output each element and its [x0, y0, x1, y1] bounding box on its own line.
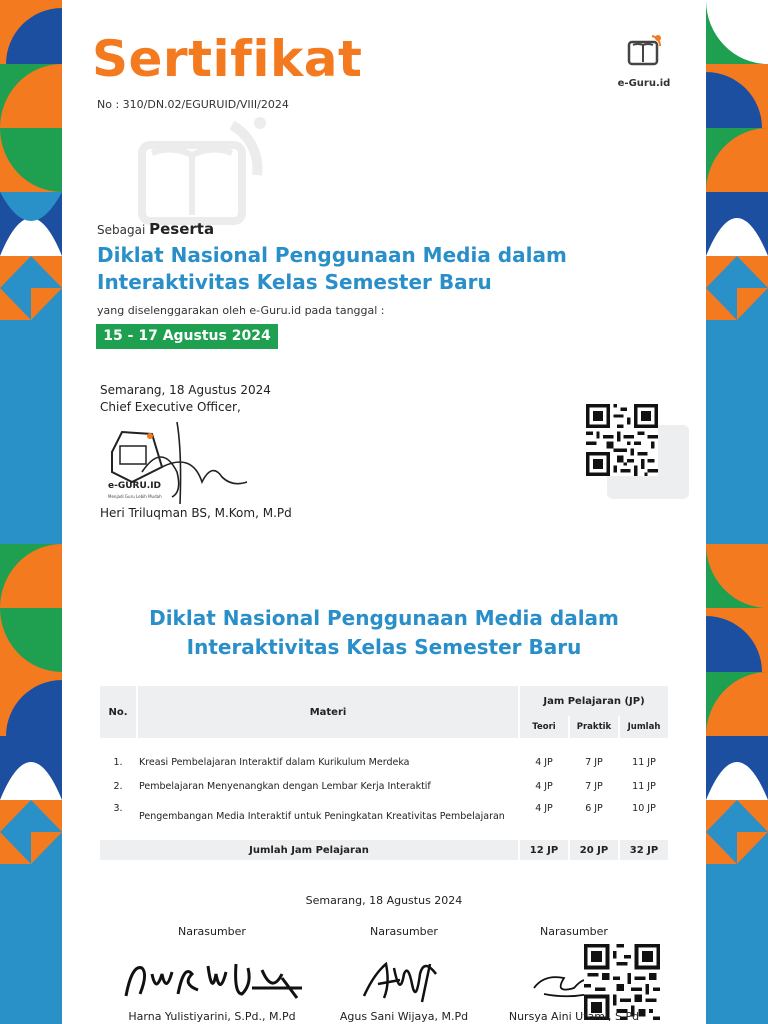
qr-code-icon: [586, 404, 658, 476]
left-pattern-border: [0, 0, 62, 1024]
role-value: Peserta: [149, 220, 215, 238]
header-jumlah: Jumlah: [620, 716, 668, 738]
row-praktik: 6 JP: [585, 803, 603, 814]
signing-place-date: Semarang, 18 Agustus 2024: [100, 383, 271, 397]
signing-block: [100, 382, 271, 416]
speaker-role-label: Narasumber: [370, 925, 438, 938]
speaker-role-label: Narasumber: [540, 925, 608, 938]
role-prefix: Sebagai: [97, 223, 146, 237]
speakers-place-date: Semarang, 18 Agustus 2024: [305, 894, 463, 907]
event-date-badge: 15 - 17 Agustus 2024: [96, 324, 278, 349]
table-row: [100, 798, 668, 832]
row-no: 1.: [113, 756, 123, 768]
stamp-label: e-GURU.ID: [108, 481, 162, 491]
certificate-sheet: [62, 0, 706, 1024]
logo-label: e-Guru.id: [617, 78, 671, 89]
right-pattern-border: [706, 0, 768, 1024]
table-total-row: [100, 840, 668, 860]
certificate-number: No : 310/DN.02/EGURUID/VIII/2024: [97, 98, 289, 111]
course-title-line2: Interaktivitas Kelas Semester Baru: [97, 270, 492, 294]
geometric-pattern-left: [0, 0, 62, 1024]
header-no: No.: [100, 686, 136, 738]
materials-title-line1: Diklat Nasional Penggunaan Media dalam: [149, 606, 619, 630]
course-title: [97, 242, 617, 296]
speaker-name: Nursya Aini Utami, S.Pd: [508, 1010, 640, 1023]
row-jumlah: 11 JP: [632, 756, 656, 768]
row-materi: Pembelajaran Menyenangkan dengan Lembar Kerja Interaktif: [139, 780, 431, 792]
materials-table: [98, 686, 670, 860]
row-jumlah: 10 JP: [632, 803, 656, 814]
book-icon: [624, 32, 664, 70]
header-teori: Teori: [520, 716, 568, 738]
book-watermark-icon: [132, 105, 272, 225]
eguru-logo: [614, 32, 674, 89]
row-teori: 4 JP: [535, 756, 553, 768]
row-no: 3.: [113, 803, 123, 814]
total-praktik: 20 JP: [570, 840, 618, 860]
signer-title: Chief Executive Officer,: [100, 400, 241, 414]
row-praktik: 7 JP: [585, 780, 603, 792]
row-materi: Pengembangan Media Interaktif untuk Peningkatan Kreativitas Pembelajaran: [139, 811, 505, 822]
table-row: [100, 750, 668, 774]
header-praktik: Praktik: [570, 716, 618, 738]
total-label: Jumlah Jam Pelajaran: [100, 840, 518, 860]
row-materi: Kreasi Pembelajaran Interaktif dalam Kurikulum Merdeka: [139, 756, 410, 768]
row-no: 2.: [113, 780, 123, 792]
organized-by-text: yang diselenggarakan oleh e-Guru.id pada tanggal :: [97, 304, 385, 317]
role-line: [97, 220, 214, 238]
row-praktik: 7 JP: [585, 756, 603, 768]
table-row: [100, 774, 668, 798]
stamp-sublabel: Menjadi Guru Lebih Mudah: [108, 494, 162, 499]
header-materi: Materi: [138, 686, 518, 738]
course-title-line1: Diklat Nasional Penggunaan Media dalam: [97, 243, 567, 267]
table-header-row: [100, 686, 668, 716]
geometric-pattern-right: [706, 0, 768, 1024]
materials-title: [62, 604, 706, 662]
speaker-name: Harna Yulistiyarini, S.Pd., M.Pd: [128, 1010, 296, 1023]
qr-code-icon: [584, 944, 660, 1020]
row-jumlah: 11 JP: [632, 780, 656, 792]
total-jumlah: 32 JP: [620, 840, 668, 860]
speaker-role-label: Narasumber: [178, 925, 246, 938]
materials-title-line2: Interaktivitas Kelas Semester Baru: [186, 635, 582, 659]
total-teori: 12 JP: [520, 840, 568, 860]
ceo-signature-stamp: [102, 412, 252, 504]
row-teori: 4 JP: [535, 803, 553, 814]
ceo-name: Heri Triluqman BS, M.Kom, M.Pd: [100, 506, 292, 520]
signature-icon: [112, 944, 312, 1004]
certificate-title: Sertifikat: [92, 30, 363, 88]
speaker-name: Agus Sani Wijaya, M.Pd: [339, 1010, 469, 1023]
header-jp: Jam Pelajaran (JP): [520, 686, 668, 716]
row-teori: 4 JP: [535, 780, 553, 792]
